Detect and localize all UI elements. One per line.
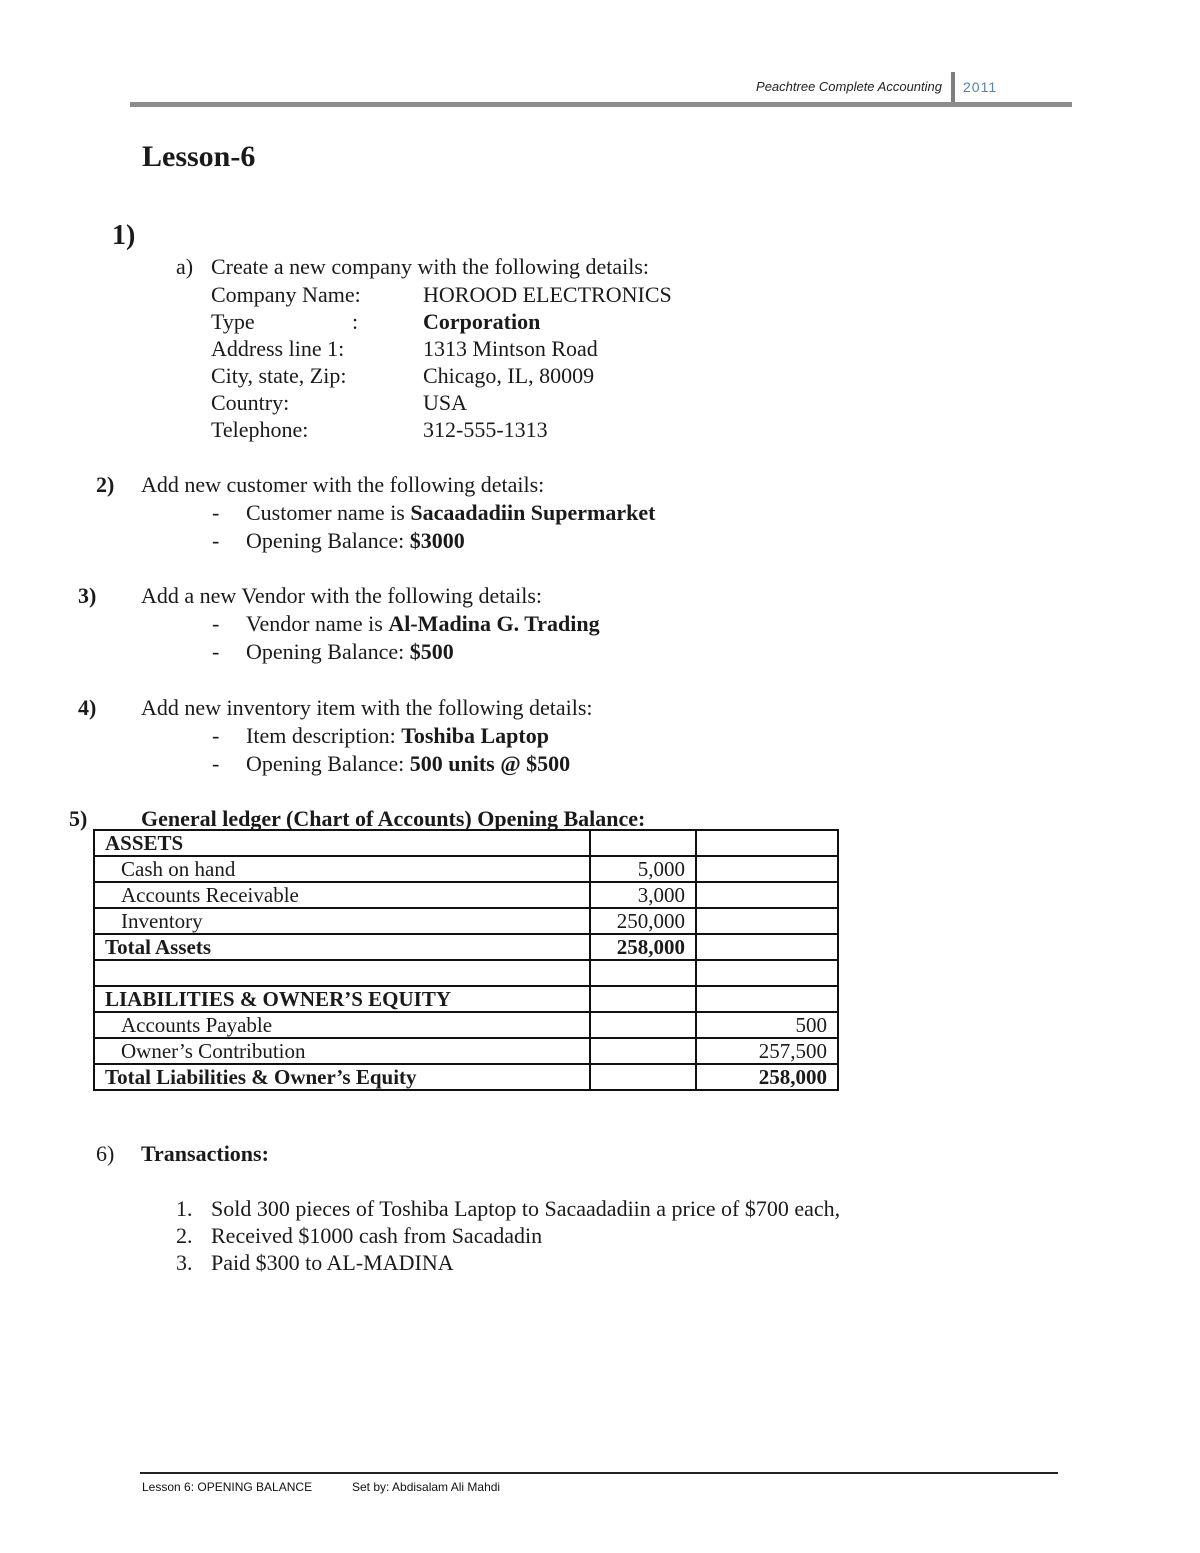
section3-intro: Add a new Vendor with the following details: bbox=[141, 583, 543, 608]
opening-balance-table bbox=[93, 829, 839, 1091]
row-label: Total Liabilities & Owner’s Equity bbox=[94, 1064, 590, 1090]
footer-rule bbox=[140, 1472, 1058, 1474]
section4-intro: Add new inventory item with the following details: bbox=[141, 695, 593, 720]
row-label: Accounts Receivable bbox=[94, 882, 590, 908]
item-balance-line bbox=[246, 750, 570, 777]
header-separator bbox=[951, 72, 955, 102]
city-value: Chicago, IL, 80009 bbox=[423, 363, 595, 388]
row-label: Inventory bbox=[94, 908, 590, 934]
row-label: ASSETS bbox=[94, 830, 590, 856]
company-name-label: Company Name: bbox=[211, 282, 361, 307]
table-row bbox=[94, 934, 838, 960]
credit-cell: 500 bbox=[696, 1012, 838, 1038]
header-title: Peachtree Complete Accounting bbox=[756, 79, 942, 94]
bullet-dash: - bbox=[212, 751, 220, 776]
table-row bbox=[94, 960, 838, 986]
city-label: City, state, Zip: bbox=[211, 363, 347, 388]
vendor-name-line bbox=[246, 610, 600, 637]
debit-cell bbox=[590, 1064, 696, 1090]
telephone-label: Telephone: bbox=[211, 417, 309, 442]
table-row bbox=[94, 882, 838, 908]
row-label: Total Assets bbox=[94, 934, 590, 960]
debit-cell: 3,000 bbox=[590, 882, 696, 908]
transaction-text: Sold 300 pieces of Toshiba Laptop to Sacaadadiin a price of $700 each, bbox=[211, 1196, 841, 1221]
footer-lesson: Lesson 6: OPENING BALANCE bbox=[142, 1480, 313, 1494]
vendor-balance-line bbox=[246, 638, 454, 665]
transaction-number: 2. bbox=[176, 1223, 193, 1248]
section3-number: 3) bbox=[78, 583, 97, 608]
item-description-value: Toshiba Laptop bbox=[401, 723, 549, 748]
section1-intro: Create a new company with the following details: bbox=[211, 254, 650, 279]
credit-cell: 257,500 bbox=[696, 1038, 838, 1064]
item-description-line bbox=[246, 722, 549, 749]
item-balance-value: 500 units @ $500 bbox=[409, 751, 571, 776]
type-colon: : bbox=[352, 309, 359, 334]
table-row bbox=[94, 1012, 838, 1038]
section6-title: Transactions: bbox=[141, 1141, 269, 1166]
customer-name-line bbox=[246, 499, 655, 526]
vendor-balance-value: $500 bbox=[409, 639, 454, 664]
header-year: 2011 bbox=[963, 79, 998, 95]
section4-number: 4) bbox=[78, 695, 97, 720]
table-row bbox=[94, 856, 838, 882]
table-row bbox=[94, 986, 838, 1012]
vendor-name-text: Vendor name is bbox=[246, 611, 389, 636]
bullet-dash: - bbox=[212, 500, 220, 525]
item-balance-text: Opening Balance: bbox=[246, 751, 410, 776]
vendor-name-value: Al-Madina G. Trading bbox=[388, 611, 600, 636]
debit-cell: 5,000 bbox=[590, 856, 696, 882]
debit-cell bbox=[590, 960, 696, 986]
lesson-title: Lesson-6 bbox=[142, 140, 256, 173]
section1-sub-label: a) bbox=[176, 254, 194, 279]
debit-cell: 258,000 bbox=[590, 934, 696, 960]
bullet-dash: - bbox=[212, 611, 220, 636]
address-label: Address line 1: bbox=[211, 336, 345, 361]
table-row bbox=[94, 1038, 838, 1064]
bullet-dash: - bbox=[212, 723, 220, 748]
transaction-number: 3. bbox=[176, 1250, 193, 1275]
address-value: 1313 Mintson Road bbox=[423, 336, 598, 361]
row-label bbox=[94, 960, 590, 986]
country-value: USA bbox=[423, 390, 468, 415]
credit-cell bbox=[696, 830, 838, 856]
debit-cell bbox=[590, 1038, 696, 1064]
section6-number: 6) bbox=[96, 1141, 115, 1166]
credit-cell bbox=[696, 882, 838, 908]
section1-number: 1) bbox=[112, 220, 136, 251]
customer-balance-value: $3000 bbox=[409, 528, 465, 553]
transaction-text: Received $1000 cash from Sacadadin bbox=[211, 1223, 543, 1248]
section5-title: General ledger (Chart of Accounts) Opening Balance: bbox=[141, 806, 646, 831]
section5-number: 5) bbox=[69, 806, 88, 831]
customer-balance-text: Opening Balance: bbox=[246, 528, 410, 553]
transaction-number: 1. bbox=[176, 1196, 193, 1221]
credit-cell bbox=[696, 856, 838, 882]
customer-balance-line bbox=[246, 527, 465, 554]
footer-set-by: Set by: Abdisalam Ali Mahdi bbox=[352, 1480, 501, 1494]
customer-name-value: Sacaadadiin Supermarket bbox=[410, 500, 656, 525]
customer-name-text: Customer name is bbox=[246, 500, 411, 525]
country-label: Country: bbox=[211, 390, 290, 415]
section2-number: 2) bbox=[96, 472, 115, 497]
credit-cell bbox=[696, 986, 838, 1012]
type-value: Corporation bbox=[423, 309, 541, 334]
credit-cell bbox=[696, 908, 838, 934]
row-label: Accounts Payable bbox=[94, 1012, 590, 1038]
table-row bbox=[94, 1064, 838, 1090]
item-description-text: Item description: bbox=[246, 723, 402, 748]
credit-cell bbox=[696, 934, 838, 960]
row-label: Cash on hand bbox=[94, 856, 590, 882]
row-label: LIABILITIES & OWNER’S EQUITY bbox=[94, 986, 590, 1012]
table-row bbox=[94, 908, 838, 934]
debit-cell bbox=[590, 986, 696, 1012]
debit-cell bbox=[590, 1012, 696, 1038]
telephone-value: 312-555-1313 bbox=[423, 417, 548, 442]
section2-intro: Add new customer with the following details: bbox=[141, 472, 545, 497]
vendor-balance-text: Opening Balance: bbox=[246, 639, 410, 664]
type-label: Type bbox=[211, 309, 255, 334]
table-row bbox=[94, 830, 838, 856]
header-rule bbox=[130, 102, 1072, 107]
row-label: Owner’s Contribution bbox=[94, 1038, 590, 1064]
credit-cell bbox=[696, 960, 838, 986]
debit-cell: 250,000 bbox=[590, 908, 696, 934]
transaction-text: Paid $300 to AL-MADINA bbox=[211, 1250, 454, 1275]
debit-cell bbox=[590, 830, 696, 856]
credit-cell: 258,000 bbox=[696, 1064, 838, 1090]
company-name-value: HOROOD ELECTRONICS bbox=[423, 282, 672, 307]
bullet-dash: - bbox=[212, 639, 220, 664]
bullet-dash: - bbox=[212, 528, 220, 553]
